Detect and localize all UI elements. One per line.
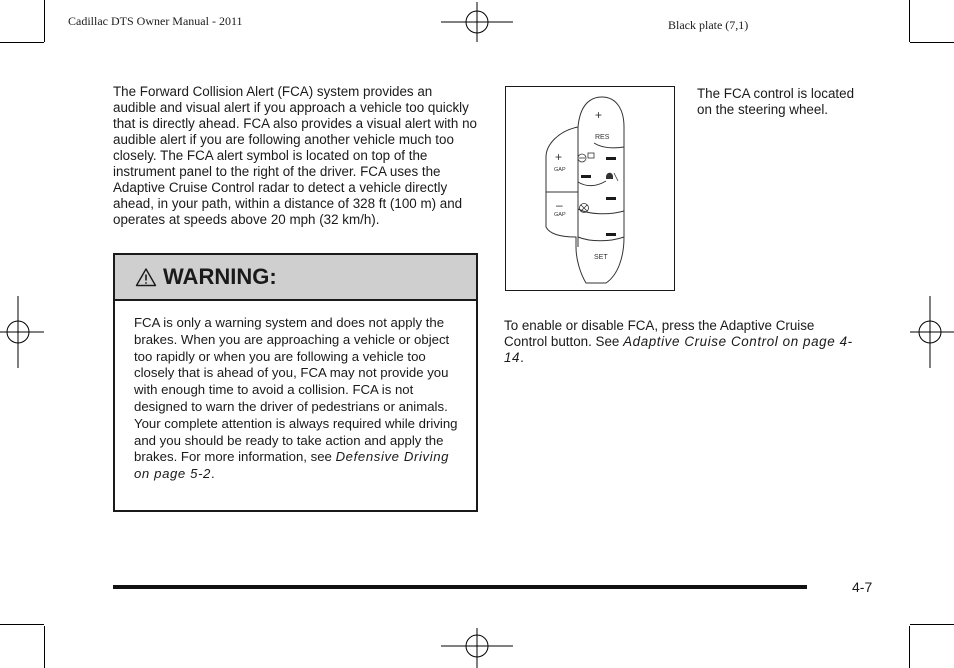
page-number: 4-7 — [852, 579, 873, 595]
warning-triangle-icon — [135, 267, 157, 287]
plus-left-label: + — [555, 150, 563, 164]
crop-mark — [0, 624, 44, 625]
steering-wheel-controls-figure — [505, 86, 675, 291]
warning-text — [115, 301, 476, 483]
warning-title: WARNING: — [163, 264, 277, 289]
crop-mark — [44, 626, 45, 668]
button-marker — [606, 233, 616, 236]
crop-mark — [44, 0, 45, 42]
figure-caption: The FCA control is located on the steering wheel. — [697, 86, 855, 117]
adaptive-cruise-control-link[interactable]: Adaptive Cruise Control on page 4-14 — [504, 334, 853, 365]
crop-mark — [909, 0, 910, 42]
cruise-icon — [578, 153, 594, 162]
steering-wheel-controls-illustration — [506, 87, 674, 289]
warning-body: FCA is only a warning system and does not apply the brakes. When you are approaching a vehicle or object too rapidly or when you are following a vehicle too closely that is ahead of you, FCA may not provide you with enough time to avoid a collision. FCA is not designed to warn the driver of pedestrians or animals. Your complete attention is always required while driving and you should be ready to take action and apply the brakes. For more information, see — [134, 315, 458, 465]
crop-mark — [910, 624, 954, 625]
warning-box — [113, 253, 478, 512]
enable-end: . — [520, 350, 524, 365]
button-marker — [581, 175, 591, 178]
registration-mark-icon — [0, 296, 44, 368]
running-header: Cadillac DTS Owner Manual - 2011 — [68, 14, 243, 28]
warning-cross-reference-link[interactable]: Defensive Driving on page 5-2 — [134, 449, 450, 482]
set-label: SET — [594, 254, 608, 261]
registration-mark-icon — [441, 2, 513, 42]
button-marker — [606, 197, 616, 200]
enable-paragraph — [504, 318, 854, 366]
plus-top-label: + — [595, 108, 603, 122]
gap-top-label: GAP — [554, 167, 566, 173]
crop-mark — [910, 42, 954, 43]
minus-left-label: – — [556, 198, 563, 212]
plate-label: Black plate (7,1) — [668, 18, 749, 32]
footer-rule — [113, 585, 807, 589]
button-marker — [606, 157, 616, 160]
registration-mark-icon — [441, 628, 513, 668]
gap-bottom-label: GAP — [554, 212, 566, 218]
res-label: RES — [595, 134, 610, 141]
crop-mark — [909, 626, 910, 668]
warning-end: . — [211, 466, 215, 482]
registration-mark-icon — [910, 296, 954, 368]
intro-paragraph: The Forward Collision Alert (FCA) system provides an audible and visual alert if you approach a vehicle too quickly that is directly ahead. FCA also provides a visual alert with no audible alert if you are following another vehicle much too closely. The FCA alert symbol is located on top of the instrument panel to the right of the driver. FCA uses the Adaptive Cruise Control radar to detect a vehicle directly ahead, in your path, within a distance of 328 ft (100 m) and operates at speeds above 20 mph (32 km/h). — [113, 84, 477, 227]
fca-button-icon[interactable] — [606, 173, 618, 181]
crop-mark — [0, 42, 44, 43]
warning-header — [115, 255, 476, 301]
enable-text: To enable or disable FCA, press the Adaptive Cruise Control button. See — [504, 318, 815, 349]
